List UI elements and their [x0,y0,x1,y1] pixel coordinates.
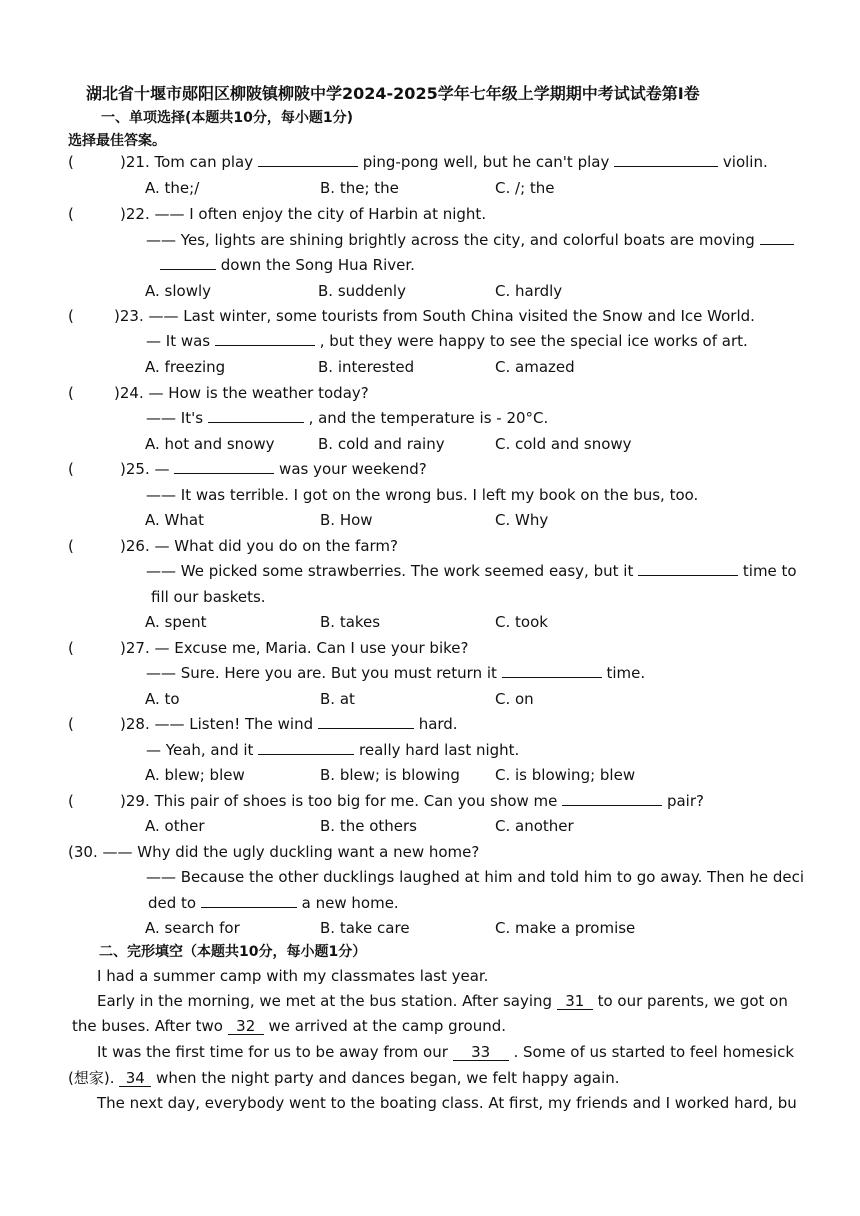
option-c: C. /; the [495,179,555,197]
question-30-line3 [148,893,399,913]
option-a: A. hot and snowy [145,435,275,453]
question-22 [68,204,486,224]
question-24-line2 [146,408,548,428]
option-b: B. takes [320,613,381,631]
passage-line-1: I had a summer camp with my classmates last year. [97,967,489,985]
option-b: B. cold and rainy [318,435,445,453]
answer-paren: ( [68,307,74,325]
question-text: — It was [146,332,211,350]
question-30: (30. —— Why did the ugly duckling want a new home? [68,843,480,861]
cloze-blank-31: 31 [557,993,593,1010]
question-text: )24. — How is the weather today? [114,384,369,402]
answer-paren: ( [68,715,74,733]
answer-blank [760,230,794,245]
question-26-line3: fill our baskets. [151,588,266,606]
question-30-line2: —— Because the other ducklings laughed at him and told him to go away. Then he deci [146,868,804,886]
option-c: C. Why [495,511,549,529]
option-a: A. What [145,511,204,529]
question-text: ded to [148,894,197,912]
page-title: 湖北省十堰市郧阳区柳陂镇柳陂中学2024-2025学年七年级上学期期中考试试卷第Ⅰ卷 [86,84,700,103]
answer-blank [318,714,414,729]
answer-paren: ( [68,537,74,555]
question-text: hard. [418,715,458,733]
question-text: — Yeah, and it [146,741,254,759]
question-text: violin. [722,153,768,171]
passage-text: we arrived at the camp ground. [268,1017,506,1035]
question-26 [68,536,398,556]
question-24 [68,383,369,403]
option-a: A. other [145,817,205,835]
question-text: )27. — Excuse me, Maria. Can I use your bike? [120,639,469,657]
option-b: B. the others [320,817,417,835]
question-25 [68,459,427,479]
question-27-line2 [146,663,645,683]
option-b: B. How [320,511,373,529]
section1-instruction: 选择最佳答案。 [68,133,166,149]
passage-text: (想家). [68,1069,115,1087]
answer-blank [638,561,738,576]
question-text: )28. —— Listen! The wind [120,715,314,733]
question-text: really hard last night. [359,741,520,759]
question-text: )21. Tom can play [120,153,254,171]
answer-paren: ( [68,205,74,223]
question-text: )26. — What did you do on the farm? [120,537,398,555]
answer-blank [258,152,358,167]
question-23-line2 [146,331,748,351]
question-text: a new home. [301,894,399,912]
answer-blank [215,331,315,346]
question-text: )23. —— Last winter, some tourists from South China visited the Snow and Ice World. [114,307,755,325]
question-text: )25. — [120,460,170,478]
question-25-line2: —— It was terrible. I got on the wrong bus. I left my book on the bus, too. [146,486,699,504]
option-a: A. the;/ [145,179,200,197]
question-28-line2 [146,740,519,760]
option-c: C. took [495,613,548,631]
option-b: B. at [320,690,355,708]
option-a: A. freezing [145,358,226,376]
question-text: ping-pong well, but he can't play [362,153,610,171]
option-a: A. slowly [145,282,212,300]
answer-blank [614,152,718,167]
question-text: time. [606,664,646,682]
question-22-line2 [146,230,794,250]
answer-blank [502,663,602,678]
section1-heading: 一、单项选择(本题共10分，每小题1分) [101,110,354,126]
question-text: —— Sure. Here you are. But you must return it [146,664,497,682]
question-26-line2 [146,561,797,581]
passage-text: It was the first time for us to be away from our [97,1043,448,1061]
answer-blank [174,459,274,474]
question-21 [68,152,768,172]
question-27 [68,638,468,658]
question-text: —— It's [146,409,204,427]
option-c: C. cold and snowy [495,435,632,453]
option-b: B. the; the [320,179,399,197]
section2-heading: 二、完形填空（本题共10分，每小题1分） [99,944,367,960]
passage-line-4 [97,1042,794,1062]
option-c: C. hardly [495,282,563,300]
answer-blank [160,255,216,270]
passage-line-5 [68,1068,620,1088]
option-c: C. amazed [495,358,575,376]
option-b: B. suddenly [318,282,406,300]
passage-line-2 [97,991,788,1011]
answer-paren: ( [68,384,74,402]
passage-line-6: The next day, everybody went to the boating class. At first, my friends and I worked hard, bu [97,1094,797,1112]
passage-text: the buses. After two [72,1017,223,1035]
question-29 [68,791,704,811]
option-a: A. blew; blew [145,766,245,784]
option-b: B. interested [318,358,415,376]
answer-blank [258,740,354,755]
passage-text: Early in the morning, we met at the bus station. After saying [97,992,553,1010]
answer-paren: ( [68,792,74,810]
question-22-line3 [160,255,415,275]
question-text: , and the temperature is - 20°C. [308,409,549,427]
answer-paren: ( [68,153,74,171]
option-c: C. is blowing; blew [495,766,636,784]
option-a: A. to [145,690,180,708]
question-text: —— Yes, lights are shining brightly across the city, and colorful boats are moving [146,231,755,249]
passage-line-3 [72,1016,506,1036]
option-c: C. another [495,817,574,835]
option-c: C. make a promise [495,919,636,937]
question-text: )29. This pair of shoes is too big for me. Can you show me [120,792,558,810]
question-text: pair? [666,792,704,810]
answer-blank [208,408,304,423]
question-text: time to [742,562,797,580]
question-text: down the Song Hua River. [220,256,415,274]
option-b: B. blew; is blowing [320,766,460,784]
answer-paren: ( [68,460,74,478]
option-b: B. take care [320,919,410,937]
passage-text: . Some of us started to feel homesick [513,1043,795,1061]
option-a: A. search for [145,919,240,937]
question-28 [68,714,458,734]
answer-blank [201,893,297,908]
question-23 [68,306,755,326]
cloze-blank-33: 33 [453,1044,509,1061]
cloze-blank-32: 32 [228,1018,264,1035]
answer-paren: ( [68,639,74,657]
question-text: , but they were happy to see the special ice works of art. [319,332,748,350]
answer-blank [562,791,662,806]
question-text: —— We picked some strawberries. The work seemed easy, but it [146,562,634,580]
option-c: C. on [495,690,534,708]
question-text: )22. —— I often enjoy the city of Harbin at night. [120,205,487,223]
cloze-blank-34: 34 [119,1070,151,1087]
passage-text: to our parents, we got on [597,992,788,1010]
passage-text: when the night party and dances began, we felt happy again. [156,1069,620,1087]
option-a: A. spent [145,613,207,631]
question-text: was your weekend? [279,460,427,478]
